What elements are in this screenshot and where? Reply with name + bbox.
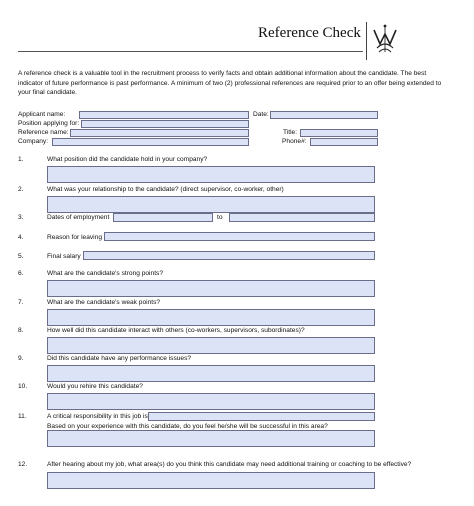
question-text: Final salary — [47, 253, 81, 260]
question-text: How well did this candidate interact with others (co-workers, supervisors, subordinates)? — [47, 327, 305, 334]
question-number: 1. — [18, 156, 24, 163]
date-label: Date: — [253, 111, 269, 118]
page-title: Reference Check — [258, 25, 361, 41]
answer-field-6[interactable] — [47, 280, 375, 297]
question-text: What are the candidate's weak points? — [47, 299, 161, 306]
critical-responsibility-field[interactable] — [148, 412, 375, 421]
title-label: Title: — [283, 129, 298, 136]
answer-field-1[interactable] — [47, 166, 375, 183]
question-text: What position did the candidate hold in your company? — [47, 156, 208, 163]
answer-field-11[interactable] — [47, 430, 375, 447]
question-number: 10. — [18, 383, 28, 390]
position-applying-label: Position applying for: — [18, 120, 80, 127]
position-applying-field[interactable] — [81, 120, 249, 128]
answer-field-4[interactable] — [104, 232, 375, 241]
intro-text: A reference check is a valuable tool in the recruitment process to verify facts and obtain additional information about the candidate. The best indicator of future performance is past performance. A minimum of two (2) professional references are required prior to an offer being extended to your final candidate. — [18, 70, 442, 97]
question-number: 4. — [18, 234, 24, 241]
question-number: 9. — [18, 355, 24, 362]
question-number: 8. — [18, 327, 24, 334]
applicant-name-field[interactable] — [79, 111, 249, 119]
question-text: Did this candidate have any performance issues? — [47, 355, 192, 362]
to-label: to — [217, 214, 223, 221]
question-number: 11. — [18, 413, 27, 420]
answer-field-2[interactable] — [47, 196, 375, 213]
title-field[interactable] — [300, 129, 378, 137]
answer-field-9[interactable] — [47, 365, 375, 382]
reference-name-field[interactable] — [70, 129, 249, 137]
question-number: 2. — [18, 186, 24, 193]
employment-end-field[interactable] — [229, 213, 375, 222]
employment-start-field[interactable] — [113, 213, 213, 222]
question-text: After hearing about my job, what area(s) do you think this candidate may need additional training or coaching to be effective? — [47, 461, 412, 468]
question-number: 12. — [18, 461, 28, 468]
applicant-name-label: Applicant name: — [18, 111, 66, 118]
question-text: What are the candidate's strong points? — [47, 270, 163, 277]
question-number: 6. — [18, 270, 24, 277]
monogram-crest-icon — [370, 22, 400, 56]
reference-name-label: Reference name: — [18, 129, 69, 136]
question-number: 3. — [18, 214, 24, 221]
question-number: 7. — [18, 299, 24, 306]
header-rule — [18, 51, 363, 52]
header-divider — [366, 22, 367, 60]
answer-field-8[interactable] — [47, 337, 375, 354]
company-label: Company: — [18, 138, 49, 145]
intro-paragraph — [18, 69, 450, 98]
question-text: Dates of employment — [47, 214, 110, 221]
question-number: 5. — [18, 253, 24, 260]
answer-field-7[interactable] — [47, 309, 375, 326]
question-text: Would you rehire this candidate? — [47, 383, 143, 390]
answer-field-10[interactable] — [47, 393, 375, 410]
question-text: Reason for leaving — [47, 234, 102, 241]
answer-field-12[interactable] — [47, 472, 375, 489]
phone-label: Phone#: — [282, 138, 307, 145]
question-text-continued: Based on your experience with this candidate, do you feel he/she will be successful in this area? — [47, 423, 328, 430]
phone-field[interactable] — [310, 138, 378, 146]
question-text: A critical responsibility in this job is — [47, 413, 148, 420]
question-text: What was your relationship to the candidate? (direct supervisor, co-worker, other) — [47, 186, 284, 193]
date-field[interactable] — [270, 111, 378, 119]
company-field[interactable] — [52, 138, 249, 146]
answer-field-5[interactable] — [83, 251, 375, 260]
